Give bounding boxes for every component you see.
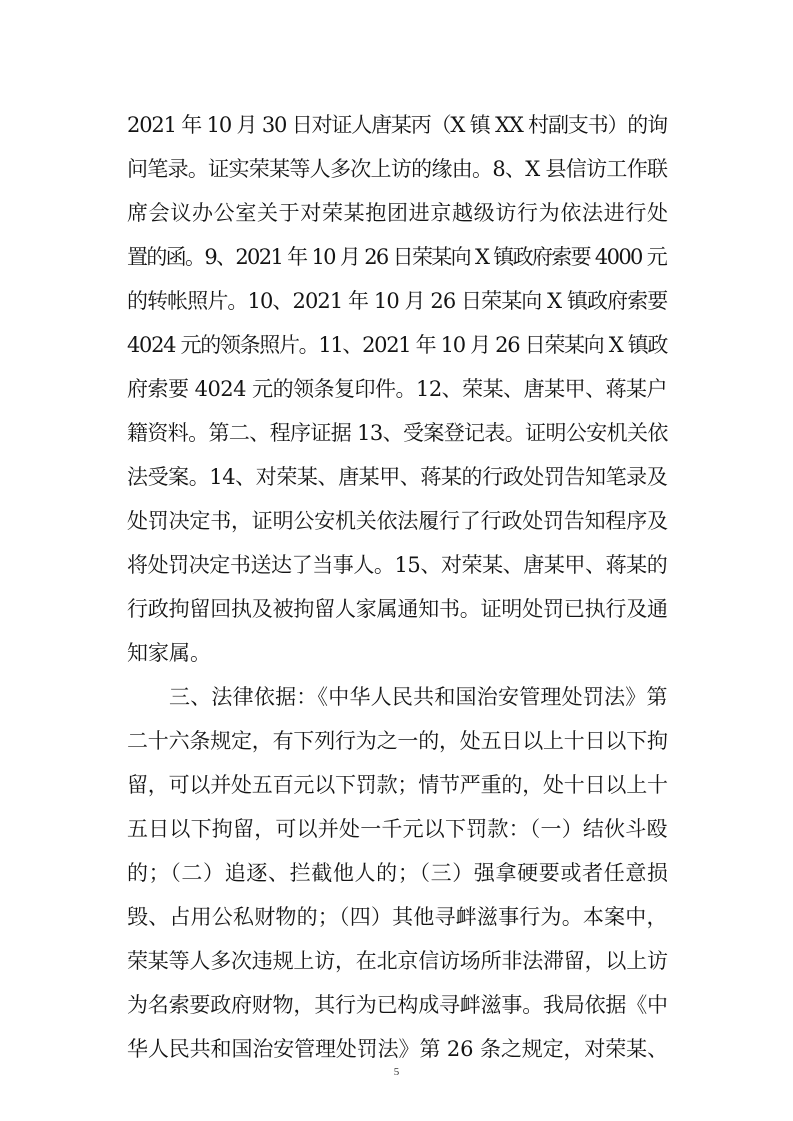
text-line-5: 的转帐照片。10、2021 年 10 月 26 日荣某向 X 镇政府索要: [127, 289, 668, 313]
paragraph-start-line: 三、法律依据：《中华人民共和国治安管理处罚法》第: [169, 685, 668, 709]
text-line-1: 2021 年 10 月 30 日对证人唐某丙（X 镇 XX 村副支书）的询: [127, 113, 667, 137]
text-line-3: 席会议办公室关于对荣某抱团进京越级访行为依法进行处: [127, 201, 669, 225]
text-line-4: 置的函。9、2021 年 10 月 26 日荣某向 X 镇政府索要 4000 元: [127, 245, 667, 269]
text-line-6: 4024 元的领条照片。11、2021 年 10 月 26 日荣某向 X 镇政: [127, 333, 668, 357]
text-line-12: 行政拘留回执及被拘留人家属通知书。证明处罚已执行及通: [127, 597, 668, 621]
text-line-16: 留，可以并处五百元以下罚款；情节严重的，处十日以上十: [127, 773, 668, 797]
text-line-10: 处罚决定书，证明公安机关依法履行了行政处罚告知程序及: [127, 509, 668, 533]
text-line-22: 华人民共和国治安管理处罚法》第 26 条之规定，对荣某、: [127, 1037, 668, 1061]
text-line-19: 毁、占用公私财物的；（四）其他寻衅滋事行为。本案中，: [127, 905, 668, 929]
text-line-7: 府索要 4024 元的领条复印件。12、荣某、唐某甲、蒋某户: [127, 377, 667, 401]
text-line-17: 五日以下拘留，可以并处一千元以下罚款：（一）结伙斗殴: [127, 817, 668, 841]
text-line-9: 法受案。14、对荣某、唐某甲、蒋某的行政处罚告知笔录及: [127, 465, 668, 489]
text-line-13: 知家属。: [127, 641, 211, 665]
text-line-21: 为名索要政府财物，其行为已构成寻衅滋事。我局依据《中: [127, 993, 668, 1017]
page-number: 5: [393, 1066, 400, 1078]
text-line-15: 二十六条规定，有下列行为之一的，处五日以上十日以下拘: [127, 729, 668, 753]
text-line-11: 将处罚决定书送达了当事人。15、对荣某、唐某甲、蒋某的: [127, 553, 668, 577]
text-line-2: 问笔录。证实荣某等人多次上访的缘由。8、X 县信访工作联: [127, 157, 668, 181]
text-line-8: 籍资料。第二、程序证据 13、受案登记表。证明公安机关依: [127, 421, 668, 445]
text-line-18: 的；（二）追逐、拦截他人的；（三）强拿硬要或者任意损: [127, 861, 669, 885]
text-line-20: 荣某等人多次违规上访，在北京信访场所非法滞留，以上访: [127, 949, 668, 973]
